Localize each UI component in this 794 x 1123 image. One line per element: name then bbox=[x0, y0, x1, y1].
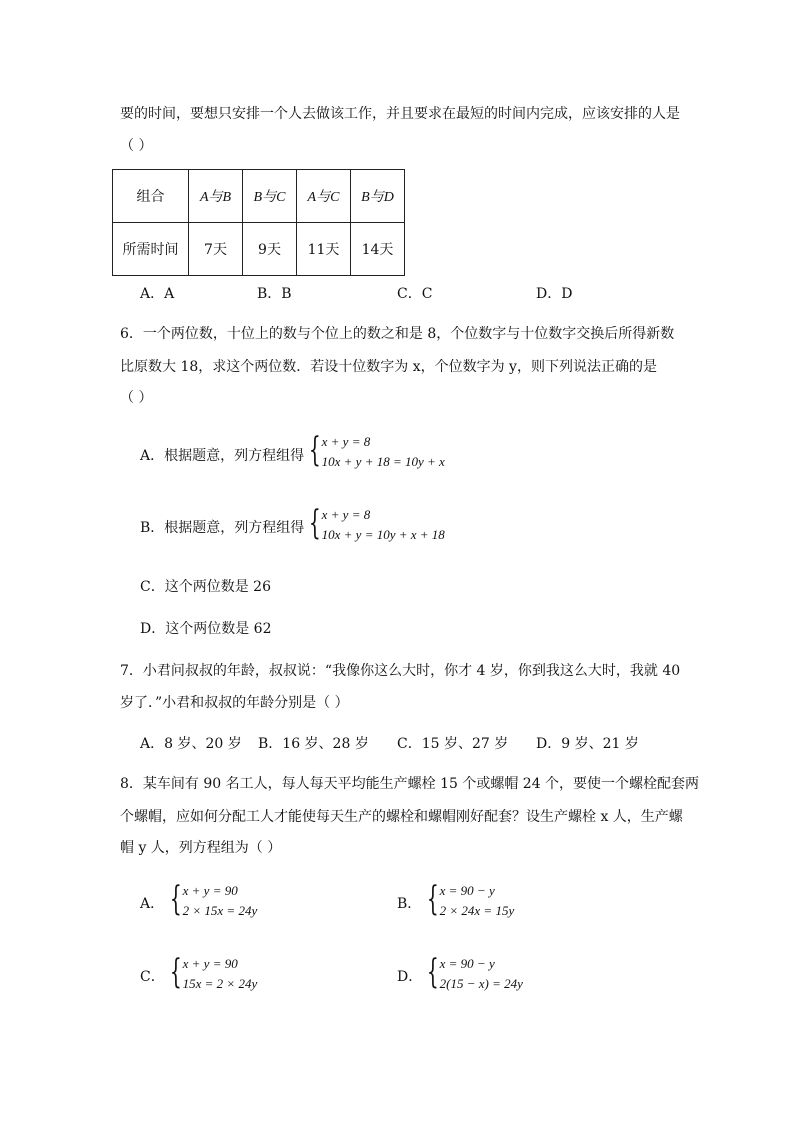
q6-option-c: C．这个两位数是 26 bbox=[140, 579, 271, 595]
q8-option-d-system bbox=[422, 954, 523, 994]
equation: 10x + y + 18 = 10y + x bbox=[321, 454, 445, 469]
q7-option-d: D．9 岁、21 岁 bbox=[536, 736, 639, 752]
brace-icon: { bbox=[426, 879, 439, 919]
equation: x = 90 − y bbox=[439, 956, 495, 971]
q5-option-c: C．C bbox=[397, 286, 433, 302]
q5-table bbox=[112, 169, 405, 276]
q5-option-a: A．A bbox=[140, 286, 175, 302]
brace-icon: { bbox=[426, 952, 439, 992]
q7-text-line2: 岁了．”小君和叔叔的年龄分别是（ ） bbox=[120, 695, 349, 711]
q5-option-d: D．D bbox=[536, 286, 573, 302]
equation: x + y = 8 bbox=[321, 434, 371, 449]
q7-option-a: A．8 岁、20 岁 bbox=[140, 736, 242, 752]
q8-option-c-system bbox=[165, 954, 257, 994]
q8-option-b-label: B． bbox=[397, 896, 422, 912]
q6-option-a-label: A．根据题意，列方程组得 bbox=[140, 448, 305, 464]
brace-icon: { bbox=[169, 952, 182, 992]
q8-text-line2: 个螺帽，应如何分配工人才能使每天生产的螺栓和螺帽刚好配套？设生产螺栓 x 人，生产螺 bbox=[120, 809, 683, 825]
table-cell: B与D bbox=[351, 170, 405, 223]
q6-option-d: D．这个两位数是 62 bbox=[140, 621, 272, 637]
q7-option-b: B．16 岁、28 岁 bbox=[258, 736, 369, 752]
table-cell: A与C bbox=[297, 170, 351, 223]
q8-text-line3: 帽 y 人，列方程组为（ ） bbox=[120, 840, 282, 856]
q6-option-b-system bbox=[304, 505, 445, 545]
q6-paren: （ ） bbox=[120, 390, 153, 406]
equation: x + y = 90 bbox=[182, 956, 238, 971]
q6-text-line2: 比原数大 18，求这个两位数．若设十位数字为 x，个位数字为 y，则下列说法正确的是 bbox=[120, 359, 657, 375]
q5-option-b: B．B bbox=[257, 286, 292, 302]
q8-option-b-system bbox=[422, 881, 514, 921]
table-cell: A与B bbox=[189, 170, 243, 223]
table-cell: 9天 bbox=[243, 223, 297, 276]
equation: 2 × 24x = 15y bbox=[439, 903, 515, 918]
table-cell: 14天 bbox=[351, 223, 405, 276]
q6-text-line1: 6．一个两位数，十位上的数与个位上的数之和是 8，个位数字与十位数字交换后所得新数 bbox=[120, 326, 675, 342]
equation: 15x = 2 × 24y bbox=[182, 976, 258, 991]
q8-option-a-system bbox=[165, 881, 257, 921]
q5-paren: （ ） bbox=[120, 138, 153, 154]
q7-text-line1: 7．小君问叔叔的年龄，叔叔说：“我像你这么大时，你才 4 岁，你到我这么大时，我就 40 bbox=[120, 663, 681, 679]
q8-option-c-label: C． bbox=[140, 969, 165, 985]
table-cell: 11天 bbox=[297, 223, 351, 276]
brace-icon: { bbox=[169, 879, 182, 919]
q6-option-a-system bbox=[304, 432, 445, 472]
equation: 10x + y = 10y + x + 18 bbox=[321, 527, 445, 542]
equation: x + y = 8 bbox=[321, 507, 371, 522]
table-cell: 所需时间 bbox=[113, 223, 189, 276]
q8-option-d-label: D． bbox=[397, 969, 423, 985]
q8-option-a-label: A． bbox=[140, 896, 165, 912]
q8-text-line1: 8．某车间有 90 名工人，每人每天平均能生产螺栓 15 个或螺帽 24 个，要使一个螺栓配套两 bbox=[120, 776, 700, 792]
equation: 2(15 − x) = 24y bbox=[439, 976, 523, 991]
table-cell: 7天 bbox=[189, 223, 243, 276]
brace-icon: { bbox=[308, 430, 321, 470]
table-cell: 组合 bbox=[113, 170, 189, 223]
brace-icon: { bbox=[308, 503, 321, 543]
q5-text-line1: 要的时间，要想只安排一个人去做该工作，并且要求在最短的时间内完成，应该安排的人是 bbox=[120, 106, 680, 122]
q7-option-c: C．15 岁、27 岁 bbox=[397, 736, 509, 752]
table-cell: B与C bbox=[243, 170, 297, 223]
equation: x = 90 − y bbox=[439, 883, 495, 898]
equation: 2 × 15x = 24y bbox=[182, 903, 258, 918]
equation: x + y = 90 bbox=[182, 883, 238, 898]
q6-option-b-label: B．根据题意，列方程组得 bbox=[140, 520, 305, 536]
